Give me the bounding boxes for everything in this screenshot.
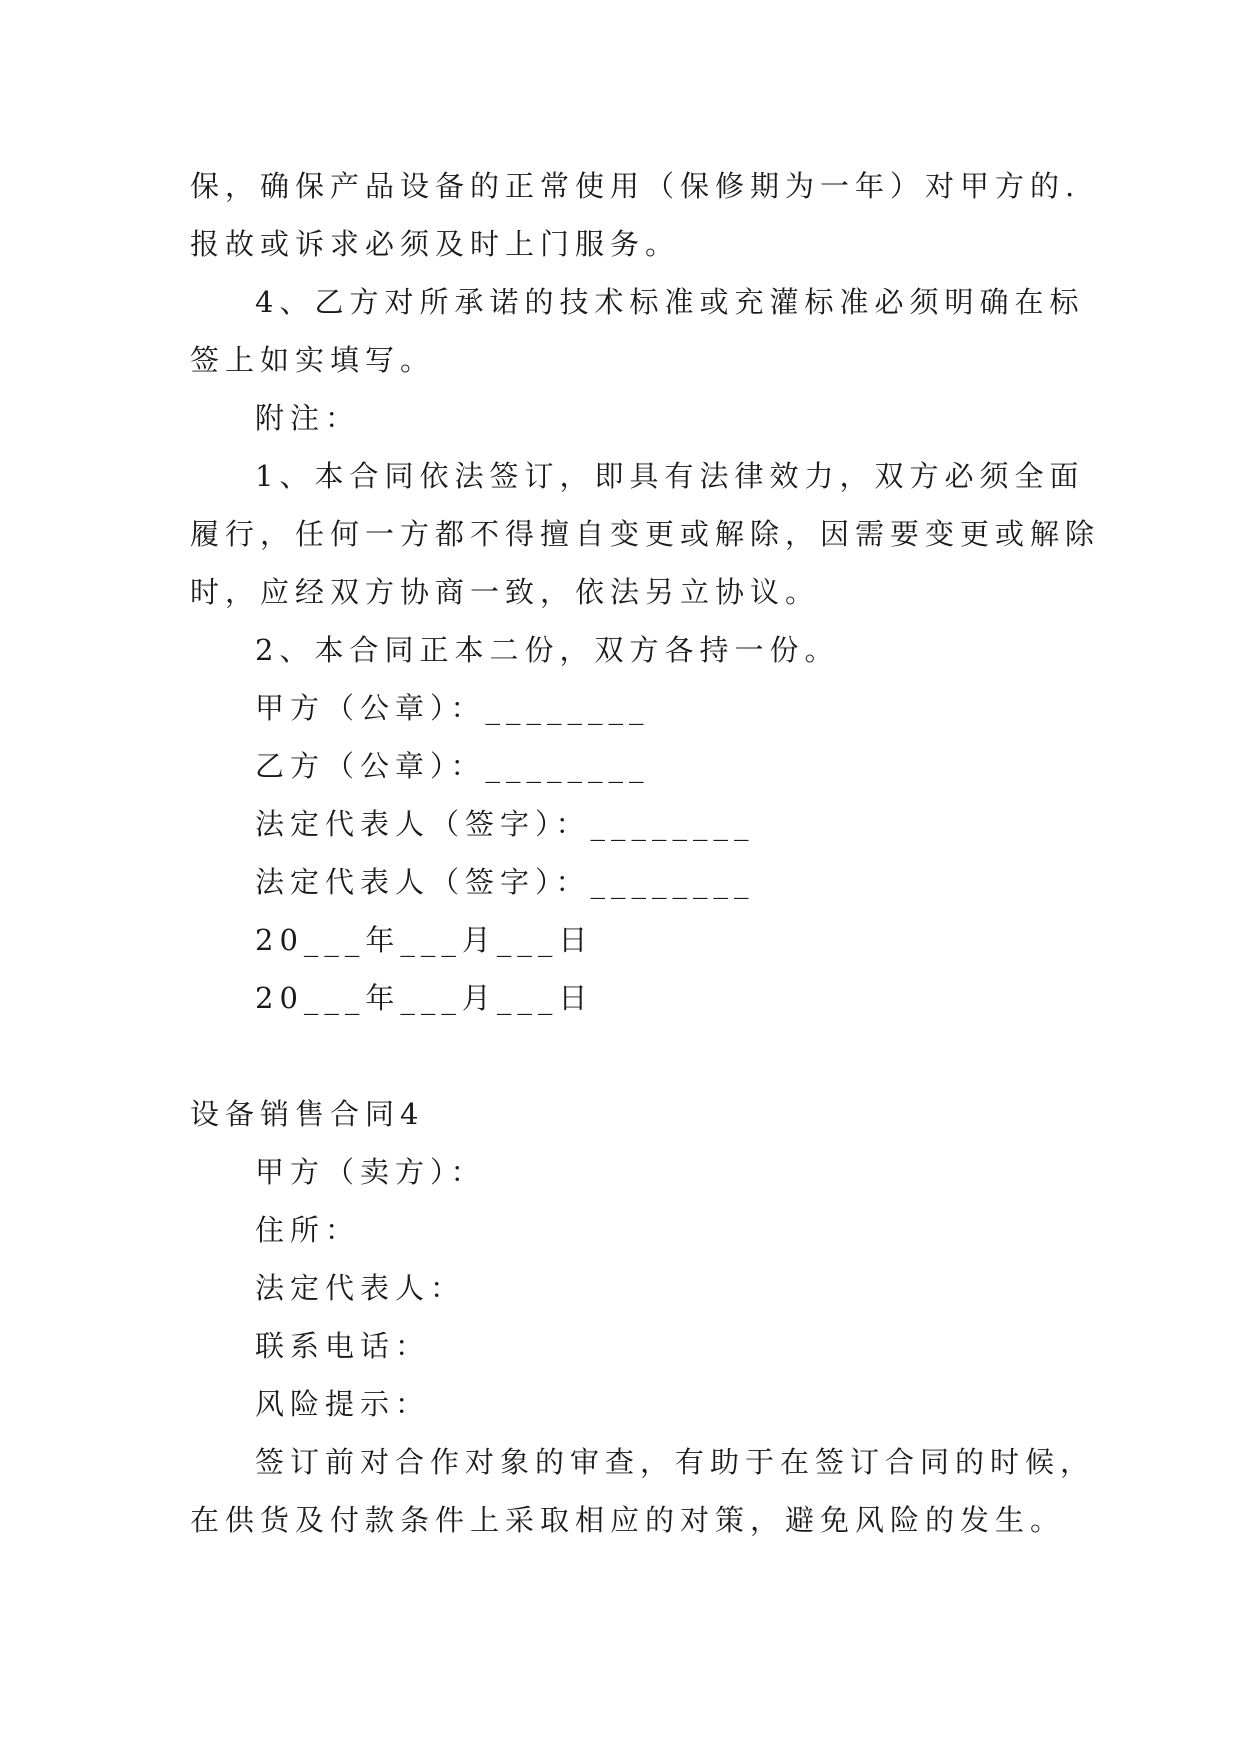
section-title: 设备销售合同4 xyxy=(190,1097,425,1131)
paragraph-line: 在供货及付款条件上采取相应的对策，避免风险的发生。 xyxy=(190,1503,1066,1537)
date-line: 20___年___月___日 xyxy=(255,981,594,1015)
paragraph-line: 报故或诉求必须及时上门服务。 xyxy=(190,227,681,261)
signature-line: 甲方（公章）：________ xyxy=(255,691,650,725)
date-line: 20___年___月___日 xyxy=(255,923,594,957)
field-label: 风险提示： xyxy=(255,1387,431,1421)
signature-line: 法定代表人（签字）：________ xyxy=(255,807,755,841)
field-label: 甲方（卖方）： xyxy=(255,1155,486,1189)
paragraph-line: 签上如实填写。 xyxy=(190,343,436,377)
paragraph-line: 2、本合同正本二份，双方各持一份。 xyxy=(255,633,840,667)
signature-line: 法定代表人（签字）：________ xyxy=(255,865,755,899)
field-label: 住所： xyxy=(255,1213,361,1247)
paragraph-line: 附注： xyxy=(255,401,361,435)
paragraph-line: 1、本合同依法签订，即具有法律效力，双方必须全面 xyxy=(255,459,1085,493)
paragraph-line: 时，应经双方协商一致，依法另立协议。 xyxy=(190,575,821,609)
field-label: 联系电话： xyxy=(255,1329,431,1363)
paragraph-line: 签订前对合作对象的审查，有助于在签订合同的时候， xyxy=(255,1445,1096,1479)
paragraph-line: 保，确保产品设备的正常使用（保修期为一年）对甲方的. xyxy=(190,169,1081,203)
paragraph-line: 履行，任何一方都不得擅自变更或解除，因需要变更或解除 xyxy=(190,517,1101,551)
field-label: 法定代表人： xyxy=(255,1271,466,1305)
signature-line: 乙方（公章）：________ xyxy=(255,749,650,783)
paragraph-line: 4、乙方对所承诺的技术标准或充灌标准必须明确在标 xyxy=(255,285,1085,319)
